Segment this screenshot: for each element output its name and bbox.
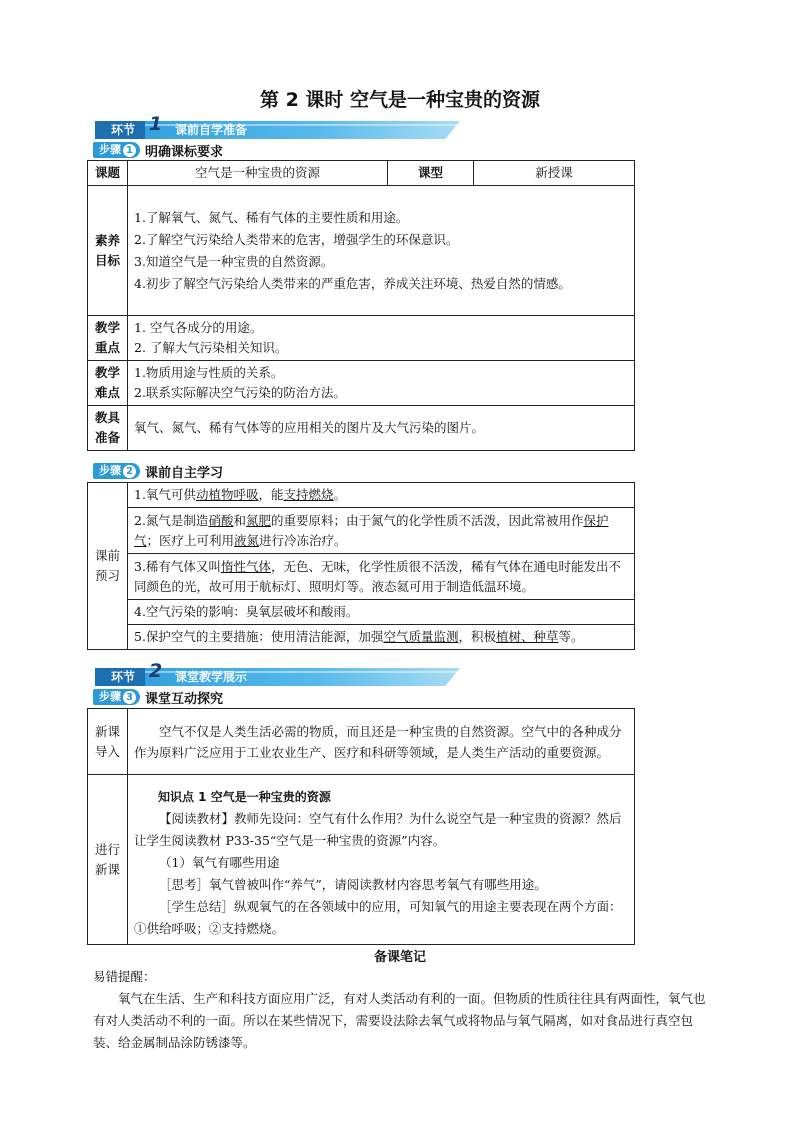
difficulty-item: 1.物质用途与性质的关系。 xyxy=(134,365,284,380)
difficulty-label: 教学 难点 xyxy=(88,361,128,406)
section-banner-1 xyxy=(95,113,460,139)
prestudy-item-3: 3.稀有气体又叫惰性气体，无色、无味，化学性质很不活泼，稀有气体在通电时能发出不同颜色的光，故可用于航标灯、照明灯等。液态氦可用于制造低温环境。 xyxy=(128,554,635,600)
goal-item: 2.了解空气污染给人类带来的危害，增强学生的环保意识。 xyxy=(134,231,459,247)
banner-number: 1 xyxy=(149,113,163,135)
step-number: 2 xyxy=(123,465,136,478)
step-title: 课前自主学习 xyxy=(145,465,224,481)
step-title: 课堂互动探究 xyxy=(145,691,224,707)
step-pill: 步骤 3 xyxy=(93,689,140,705)
prestudy-item-5: 5.保护空气的主要措施：使用清洁能源，加强空气质量监测，积极植树、种草等。 xyxy=(128,625,635,650)
tools-label: 教具 准备 xyxy=(88,406,128,451)
type-label: 课型 xyxy=(388,161,474,186)
banner-label: 课堂教学展示 xyxy=(175,670,248,684)
step-number: 1 xyxy=(123,144,136,157)
difficulty-item: 2.联系实际解决空气污染的防治方法。 xyxy=(134,385,346,400)
tools-content: 氧气、氮气、稀有气体等的应用相关的图片及大气污染的图片。 xyxy=(128,406,635,451)
topic-label: 课题 xyxy=(88,161,128,186)
type-value: 新授课 xyxy=(474,161,635,186)
prestudy-table xyxy=(87,482,635,650)
key-content xyxy=(128,316,635,361)
banner-tag: 环节 xyxy=(95,121,145,139)
process-label: 进行 新课 xyxy=(88,775,128,945)
step-header-3 xyxy=(93,688,223,706)
process-paragraph: （1）氧气有哪些用途 xyxy=(159,854,280,870)
step-pill: 步骤 1 xyxy=(93,142,140,158)
intro-label: 新课 导入 xyxy=(88,709,128,775)
goals-content xyxy=(128,186,635,316)
prestudy-label: 课前 预习 xyxy=(88,483,128,650)
goals-label: 素养 目标 xyxy=(88,186,128,316)
page-title: 第 2 课时 空气是一种宝贵的资源 xyxy=(259,89,541,111)
banner-label: 课前自学准备 xyxy=(175,123,248,137)
topic-value: 空气是一种宝贵的资源 xyxy=(128,161,388,186)
knowledge-title: 知识点 1 空气是一种宝贵的资源 xyxy=(158,789,331,804)
banner-tag: 环节 xyxy=(95,668,145,686)
notes-title: 备课笔记 xyxy=(373,950,426,965)
banner-number: 2 xyxy=(149,660,163,682)
step-header-2 xyxy=(93,462,223,480)
process-paragraph: ［学生总结］纵观氧气的在各领域中的应用，可知氧气的用途主要表现在两个方面：①供给呼吸；②支持燃烧。 xyxy=(134,898,622,936)
notes-label: 易错提醒： xyxy=(93,969,156,984)
prestudy-item-1: 1.氧气可供动植物呼吸，能支持燃烧。 xyxy=(128,483,635,508)
intro-content: 空气不仅是人类生活必需的物质，而且还是一种宝贵的自然资源。空气中的各种成分作为原料广泛应用于工业农业生产、医疗和科研等领域，是人类生产活动的重要资源。 xyxy=(128,709,635,775)
goal-item: 4.初步了解空气污染给人类带来的严重危害，养成关注环境、热爱自然的情感。 xyxy=(134,275,571,291)
step-header-1 xyxy=(93,141,223,159)
section-banner-2 xyxy=(95,660,460,686)
prestudy-item-4: 4.空气污染的影响：臭氧层破坏和酸雨。 xyxy=(128,600,635,625)
notes-section xyxy=(93,966,708,1054)
goals-table xyxy=(87,160,635,451)
step-pill: 步骤 2 xyxy=(93,463,140,479)
prestudy-item-2: 2.氮气是制造硝酸和氮肥的重要原料；由于氮气的化学性质不活泼，因此常被用作保护气；医疗上可利用液氮进行冷冻治疗。 xyxy=(128,508,635,554)
notes-text: 氧气在生活、生产和科技方面应用广泛，有对人类活动有利的一面。但物质的性质往往具有两面性，氧气也有对人类活动不利的一面。所以在某些情况下，需要设法除去氧气或将物品与氧气隔离，如对食品进行真空包装、给金属制品涂防锈漆等。 xyxy=(93,991,706,1050)
key-label: 教学 重点 xyxy=(88,316,128,361)
process-content xyxy=(128,775,635,945)
key-item: 2. 了解大气污染相关知识。 xyxy=(134,340,288,355)
process-paragraph: ［思考］氧气曾被叫作“养气”，请阅读教材内容思考氧气有哪些用途。 xyxy=(159,876,547,892)
process-paragraph: 【阅读教材】教师先设问：空气有什么作用？为什么说空气是一种宝贵的资源？然后让学生阅读教材 P33-35“空气是一种宝贵的资源”内容。 xyxy=(134,810,622,848)
goal-item: 1.了解氧气、氮气、稀有气体的主要性质和用途。 xyxy=(134,209,409,225)
goal-item: 3.知道空气是一种宝贵的自然资源。 xyxy=(134,253,334,269)
lesson-table xyxy=(87,708,635,945)
step-number: 3 xyxy=(123,691,136,704)
key-item: 1. 空气各成分的用途。 xyxy=(134,320,263,335)
step-title: 明确课标要求 xyxy=(145,144,224,160)
difficulty-content xyxy=(128,361,635,406)
